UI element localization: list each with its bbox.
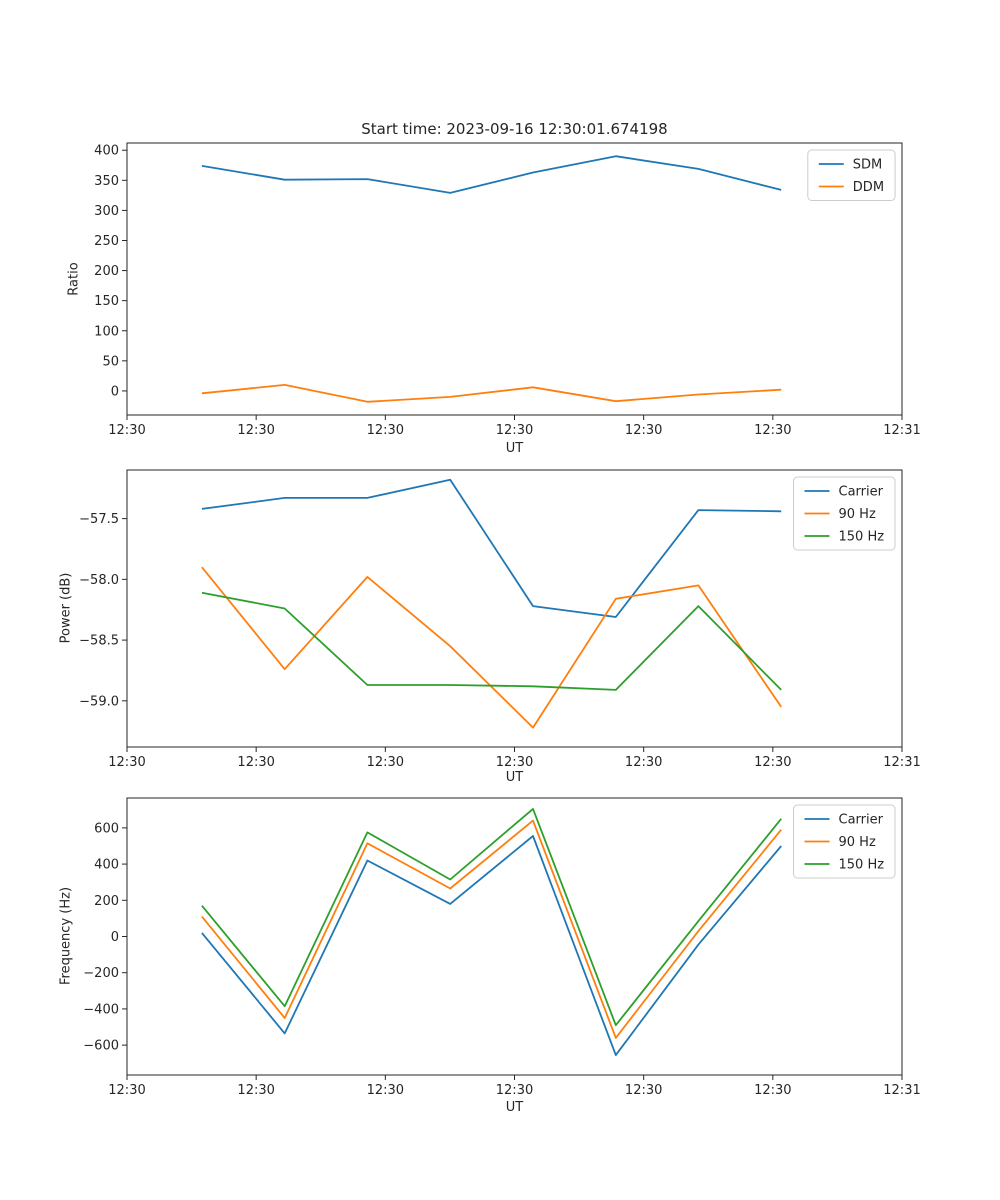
x-tick-label: 12:30 — [495, 423, 534, 438]
y-tick-label: 400 — [94, 857, 119, 873]
legend — [808, 150, 895, 201]
legend-label-Carrier: Carrier — [838, 812, 883, 828]
legend-label-150 Hz: 150 Hz — [838, 857, 885, 873]
y-tick-label: −200 — [83, 966, 119, 982]
y-tick-label: −400 — [83, 1002, 119, 1018]
axes-frame — [127, 470, 902, 747]
y-tick-label: 400 — [94, 143, 119, 159]
y-tick-label: 150 — [94, 294, 119, 310]
y-tick-label: −600 — [83, 1038, 119, 1054]
series-line-90 Hz — [202, 567, 781, 727]
figure-title: Start time: 2023-09-16 12:30:01.674198 — [361, 120, 668, 138]
y-axis-label-power: Power (dB) — [58, 572, 74, 644]
legend-label-Carrier: Carrier — [838, 484, 883, 500]
frequency-chart-canvas — [0, 790, 1000, 1120]
x-tick-label: 12:30 — [237, 1083, 275, 1098]
axes-frame — [127, 798, 902, 1075]
legend-label-90 Hz: 90 Hz — [838, 507, 876, 522]
x-axis-label-ut-frequency: UT — [505, 1100, 524, 1115]
y-tick-label: 350 — [94, 173, 119, 189]
y-tick-label: 0 — [110, 930, 119, 945]
legend-label-150 Hz: 150 Hz — [838, 529, 885, 545]
x-tick-label: 12:30 — [366, 423, 405, 438]
x-tick-label: 12:30 — [495, 755, 534, 770]
y-tick-label: −57.5 — [79, 512, 119, 528]
x-tick-label: 12:30 — [754, 423, 792, 438]
x-tick-label: 12:30 — [624, 423, 663, 438]
x-tick-label: 12:30 — [624, 1083, 663, 1098]
y-tick-label: 600 — [94, 821, 119, 837]
series-line-90 Hz — [202, 821, 781, 1038]
y-tick-label: 300 — [94, 203, 119, 219]
y-tick-label: −58.0 — [79, 572, 119, 588]
x-tick-label: 12:30 — [366, 755, 405, 770]
series-line-150 Hz — [202, 809, 781, 1025]
x-tick-label: 12:30 — [237, 423, 275, 438]
legend — [794, 805, 896, 878]
y-tick-label: −58.5 — [79, 633, 119, 649]
x-tick-label: 12:30 — [495, 1083, 534, 1098]
series-line-SDM — [202, 156, 781, 193]
legend-label-90 Hz: 90 Hz — [838, 835, 876, 850]
series-line-DDM — [202, 385, 781, 402]
axes-frame — [127, 143, 902, 415]
x-tick-label: 12:30 — [108, 755, 146, 770]
y-tick-label: 0 — [110, 384, 119, 400]
series-line-Carrier — [202, 836, 781, 1055]
y-tick-label: 100 — [94, 324, 119, 340]
x-tick-label: 12:30 — [108, 1083, 146, 1098]
x-tick-label: 12:30 — [754, 755, 792, 770]
x-tick-label: 12:31 — [883, 1083, 921, 1098]
y-tick-label: 200 — [94, 893, 119, 909]
power-chart-canvas — [0, 465, 1000, 790]
y-tick-label: −59.0 — [79, 694, 119, 710]
y-axis-label-ratio: Ratio — [66, 262, 82, 296]
legend-label-DDM: DDM — [852, 180, 885, 195]
legend-label-SDM: SDM — [852, 157, 883, 173]
x-tick-label: 12:30 — [754, 1083, 792, 1098]
x-axis-label-ut-power: UT — [505, 770, 524, 785]
y-axis-label-frequency: Frequency (Hz) — [58, 886, 74, 986]
x-tick-label: 12:30 — [108, 423, 146, 438]
x-tick-label: 12:31 — [883, 423, 921, 438]
x-tick-label: 12:30 — [237, 755, 275, 770]
legend — [794, 477, 896, 550]
series-line-150 Hz — [202, 593, 781, 690]
series-line-Carrier — [202, 480, 781, 617]
x-tick-label: 12:30 — [624, 755, 663, 770]
x-tick-label: 12:31 — [883, 755, 921, 770]
ratio-chart-canvas — [0, 90, 1000, 465]
y-tick-label: 50 — [102, 354, 119, 370]
x-tick-label: 12:30 — [366, 1083, 405, 1098]
x-axis-label-ut-ratio: UT — [505, 441, 524, 456]
y-tick-label: 250 — [94, 233, 119, 249]
y-tick-label: 200 — [94, 264, 119, 280]
